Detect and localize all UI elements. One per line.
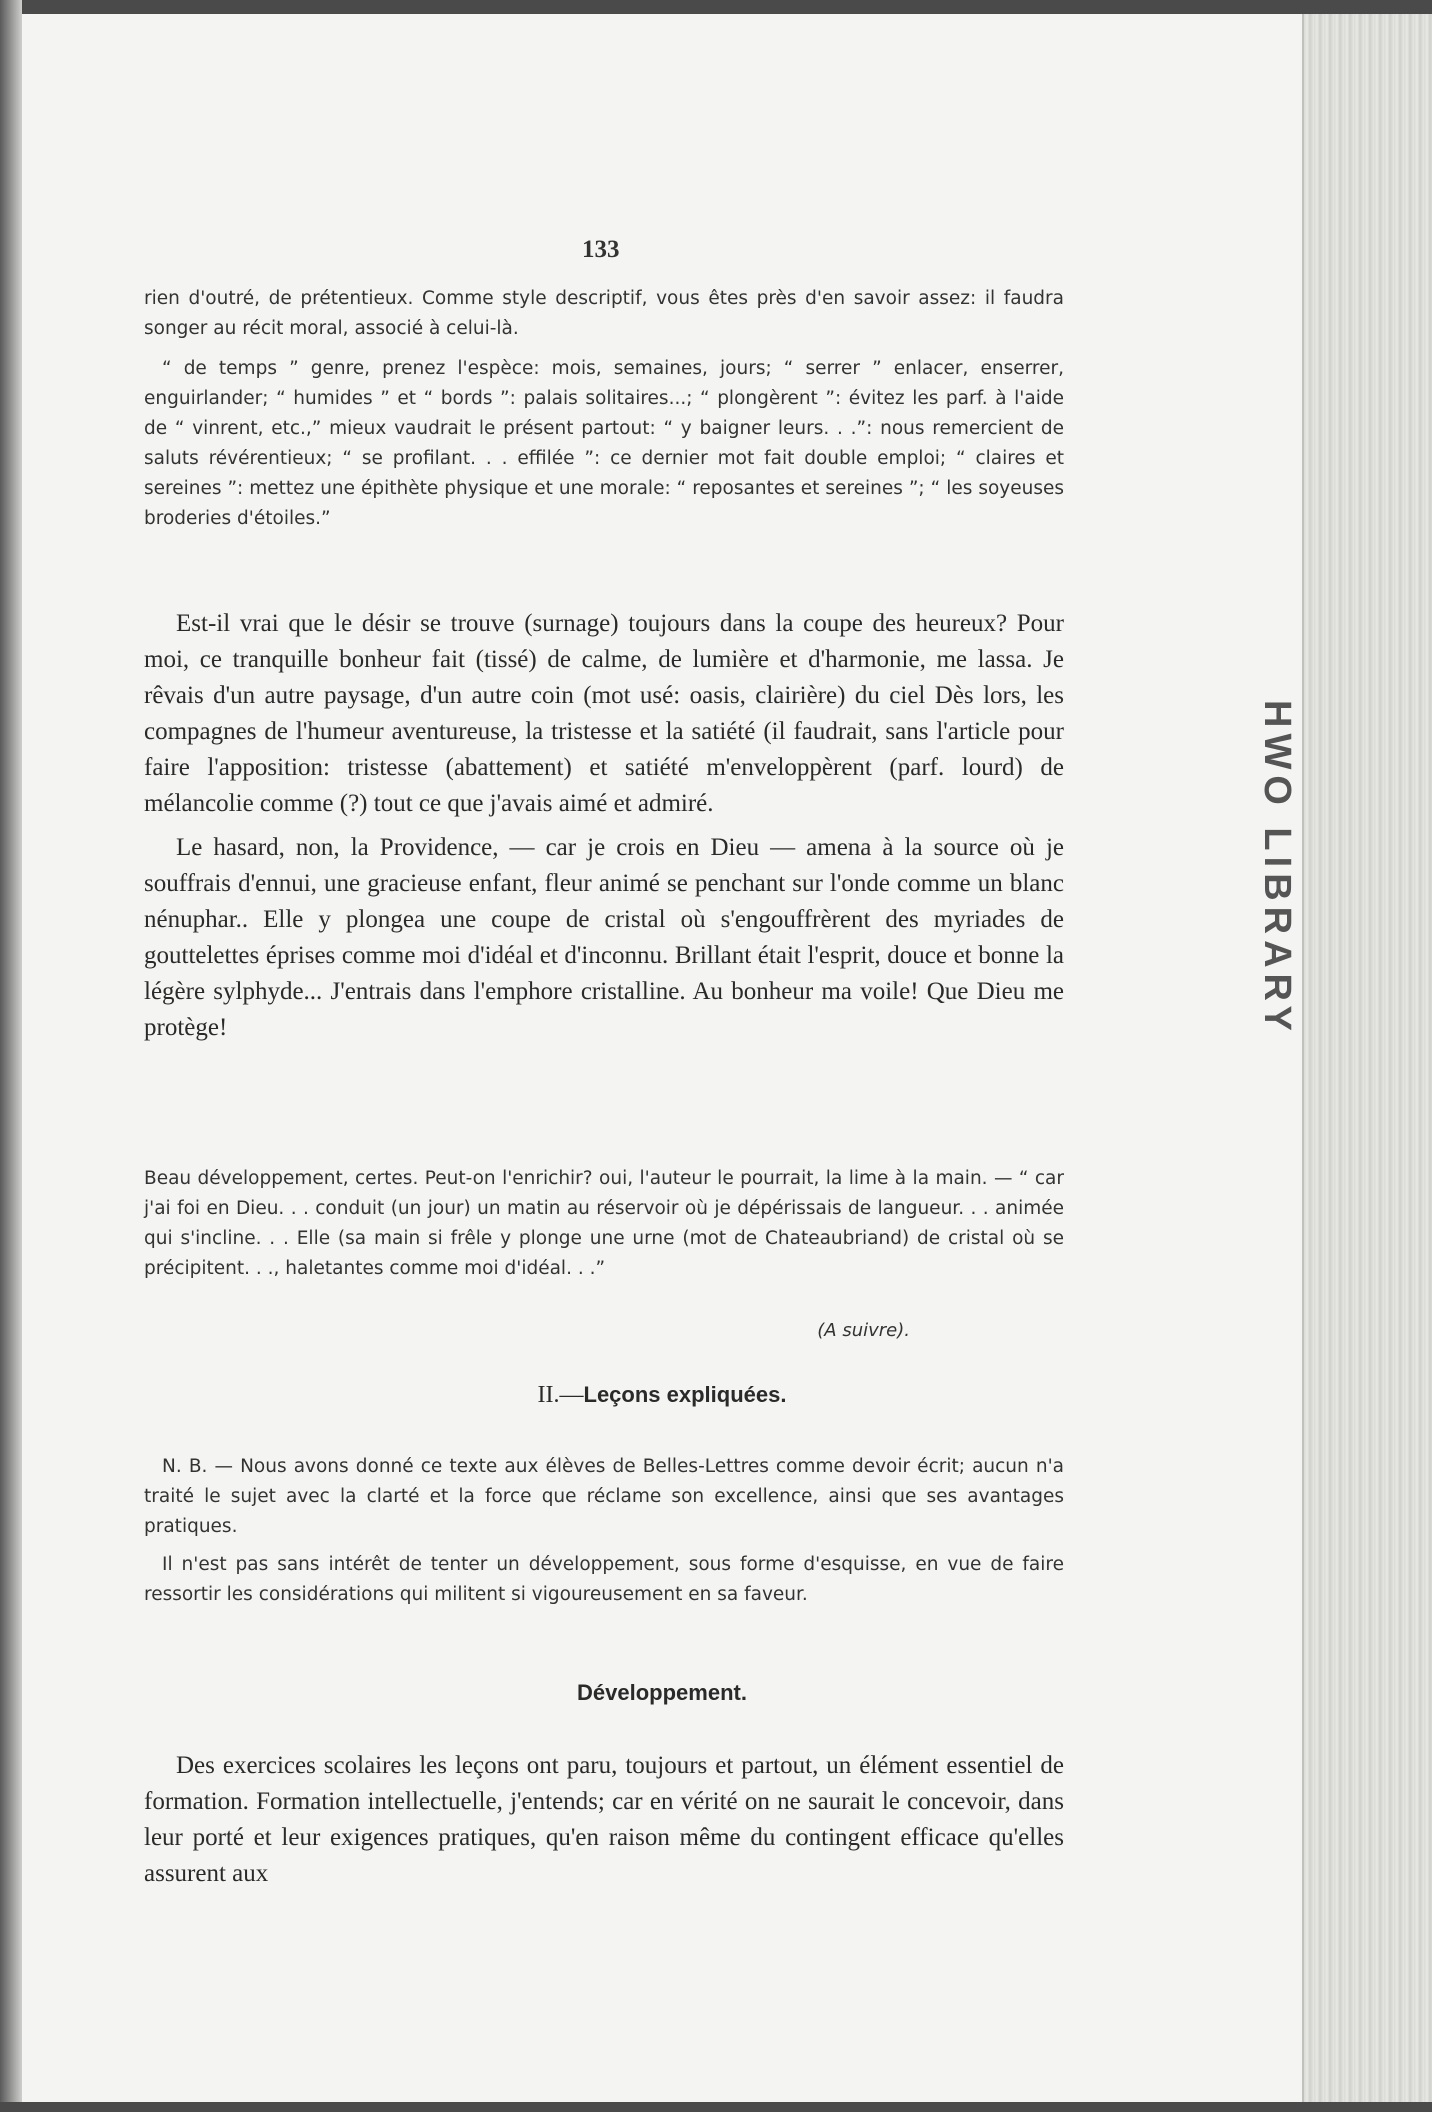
scan-left-border [0, 0, 22, 2112]
body-paragraph: Des exercices scolaires les leçons ont paru, toujours et partout, un élément essentiel de formation. Formation intellectuelle, j'entends; car en vérité on ne saurait le concevoir, dans leur porté et leur exigences pratiques, qu'en raison même du contingent efficace qu'elles assurent aux [144, 1752, 1064, 1887]
note-paragraph: rien d'outré, de prétentieux. Comme style descriptif, vous êtes près d'en savoir assez: il faudra songer au récit moral, associé à celui-là. [144, 288, 1064, 339]
teacher-note-3 [144, 1452, 1064, 1610]
section-heading-number: II.— [537, 1382, 584, 1408]
student-text-2 [144, 1748, 1064, 1892]
note-paragraph: N. B. — Nous avons donné ce texte aux élèves de Belles-Lettres comme devoir écrit; aucun n'a traité le sujet avec la clarté et la force que réclame son excellence, ainsi que ses avantages pratiques. [144, 1456, 1064, 1537]
a-suivre: (A suivre). [817, 1320, 910, 1341]
section-heading [22, 1382, 1302, 1409]
page-number: 133 [582, 236, 620, 263]
note-paragraph: “ de temps ” genre, prenez l'espèce: mois, semaines, jours; “ serrer ” enlacer, enserrer, enguirlander; “ humides ” et “ bords ”: palais solitaires...; “ plongèrent ”: évitez les parf. à l'aide de “ vinrent, etc.,” mieux vaudrait le présent partout: “ y baigner leurs. . .”: nous remercient de saluts révérentieux; “ se profilant. . . effilée ”: ce dernier mot fait double emploi; “ claires et sereines ”: mettez une épithète physique et une morale: “ reposantes et sereines ”; “ les soyeuses broderies d'étoiles.” [144, 358, 1064, 529]
scan-top-border [0, 0, 1432, 14]
teacher-note-1 [144, 284, 1064, 534]
note-paragraph: Il n'est pas sans intérêt de tenter un développement, sous forme d'esquisse, en vue de faire ressortir les considérations qui militent si vigoureusement en sa faveur. [144, 1554, 1064, 1605]
body-paragraph: Le hasard, non, la Providence, — car je crois en Dieu — amena à la source où je souffrais d'ennui, une gracieuse enfant, fleur animé se penchant sur l'onde comme un blanc nénuphar.. Elle y plongea une coupe de cristal où s'engouffrèrent des myriades de gouttelettes éprises comme moi d'idéal et d'inconnu. Brillant était l'esprit, douce et bonne la légère sylphyde... J'entrais dans l'emphore cristalline. Au bonheur ma voile! Que Dieu me protège! [144, 834, 1064, 1041]
book-spine-edge [1302, 14, 1432, 2102]
note-paragraph: Beau développement, certes. Peut-on l'enrichir? oui, l'auteur le pourrait, la lime à la main. — “ car j'ai foi en Dieu. . . conduit (un jour) un matin au réservoir où je dépérissais de langueur. . . animée qui s'incline. . . Elle (sa main si frêle y plonge une urne (mot de Chateaubriand) de cristal où se précipitent. . ., haletantes comme moi d'idéal. . .” [144, 1168, 1064, 1279]
body-paragraph: Est-il vrai que le désir se trouve (surnage) toujours dans la coupe des heureux? Pour moi, ce tranquille bonheur fait (tissé) de calme, de lumière et d'harmonie, me lassa. Je rêvais d'un autre paysage, d'un autre coin (mot usé: oasis, clairière) du ciel Dès lors, les compagnes de l'humeur aventureuse, la tristesse et la satiété (il faudrait, sans l'article pour faire l'apposition: tristesse (abattement) et satiété m'enveloppèrent (parf. lourd) de mélancolie comme (?) tout ce que j'avais aimé et admiré. [144, 610, 1064, 817]
section-heading-title: Leçons expliquées. [583, 1382, 787, 1407]
student-text-1 [144, 606, 1064, 1046]
teacher-note-2 [144, 1164, 1064, 1284]
scan-bottom-border [0, 2102, 1432, 2112]
development-heading: Développement. [577, 1680, 747, 1705]
book-page [22, 14, 1302, 2102]
library-stamp: HWO LIBRARY [1256, 700, 1298, 1037]
